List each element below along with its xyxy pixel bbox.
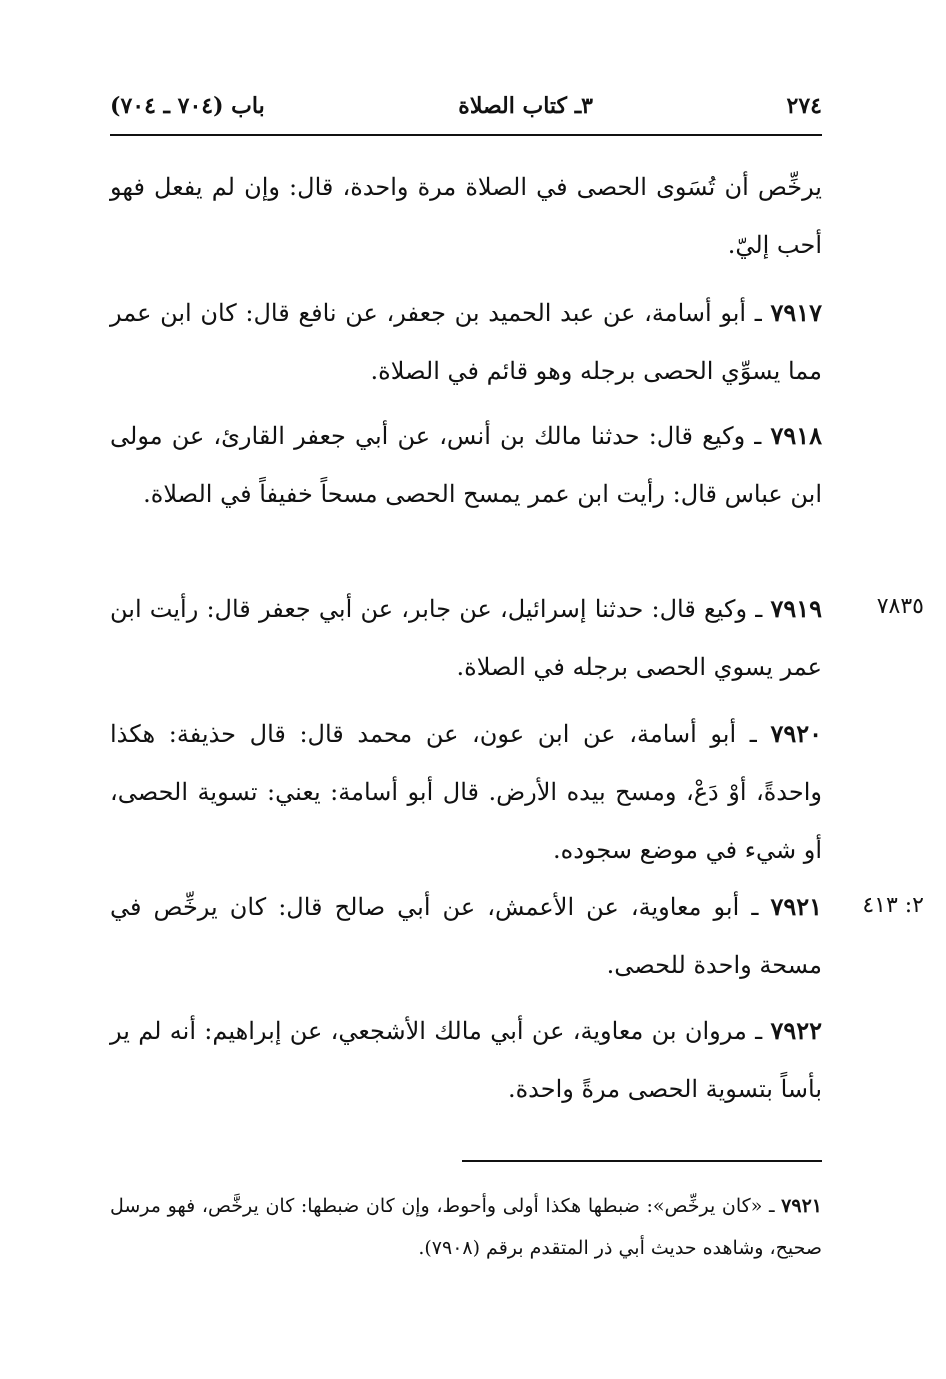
hadith-number: ٧٩٢٢: [770, 1016, 822, 1045]
margin-reference-number: ٧٨٣٥: [876, 594, 924, 619]
page-header: [110, 88, 822, 124]
hadith-text: ـ أبو أسامة، عن عبد الحميد بن جعفر، عن نافع قال: كان ابن عمر مما يسوِّي الحصى برجله وهو قائم في الصلاة.: [110, 299, 822, 385]
chapter-range: باب (٧٠٤ ـ ٧٠٤): [110, 93, 265, 119]
footnote: [110, 1185, 822, 1269]
margin-volume-page: ٢: ٤١٣: [862, 893, 924, 918]
footnote-number: ٧٩٢١: [781, 1195, 822, 1217]
hadith-number: ٧٩١٩: [770, 594, 822, 623]
hadith-text: ـ مروان بن معاوية، عن أبي مالك الأشجعي، عن إبراهيم: أنه لم ير بأساً بتسوية الحصى مرةً واحدة.: [110, 1017, 822, 1103]
footnote-text: ـ «كان يرخِّص»: ضبطها هكذا أولى وأحوط، وإن كان ضبطها: كان يرخَّص، فهو مرسل صحيح، وشاهده حديث أبي ذر المتقدم برقم (٧٩٠٨).: [110, 1195, 822, 1259]
header-divider: [110, 134, 822, 136]
footnote-divider: [462, 1160, 822, 1162]
hadith-7920: [110, 705, 822, 879]
hadith-number: ٧٩١٨: [770, 421, 823, 450]
paragraph-continuation: [110, 158, 822, 274]
hadith-text: ـ وكيع قال: حدثنا مالك بن أنس، عن أبي جعفر القارئ، عن مولى ابن عباس قال: رأيت ابن عمر يمسح الحصى مسحاً خفيفاً في الصلاة.: [110, 422, 822, 508]
book-title: ٣ـ كتاب الصلاة: [458, 93, 593, 119]
hadith-7918: [110, 407, 822, 523]
hadith-7919: [110, 580, 822, 696]
page-number: ٢٧٤: [786, 93, 822, 119]
paragraph-text: يرخِّص أن تُسَوى الحصى في الصلاة مرة واحدة، قال: وإن لم يفعل فهو أحب إليّ.: [110, 173, 822, 259]
hadith-text: ـ وكيع قال: حدثنا إسرائيل، عن جابر، عن أبي جعفر قال: رأيت ابن عمر يسوي الحصى برجله في الصلاة.: [110, 595, 822, 681]
hadith-7921: [110, 878, 822, 994]
hadith-7922: [110, 1002, 822, 1118]
hadith-number: ٧٩١٧: [770, 298, 822, 327]
hadith-7917: [110, 284, 822, 400]
hadith-text: ـ أبو أسامة، عن ابن عون، عن محمد قال: قال حذيفة: هكذا واحدةً، أوْ دَعْ، ومسح بيده الأرض. قال أبو أسامة: يعني: تسوية الحصى، أو شيء في موضع سجوده.: [110, 720, 823, 864]
hadith-text: ـ أبو معاوية، عن الأعمش، عن أبي صالح قال: كان يرخِّص في مسحة واحدة للحصى.: [110, 893, 822, 979]
hadith-number: ٧٩٢١: [770, 892, 822, 921]
hadith-number: ٧٩٢٠: [770, 719, 822, 748]
